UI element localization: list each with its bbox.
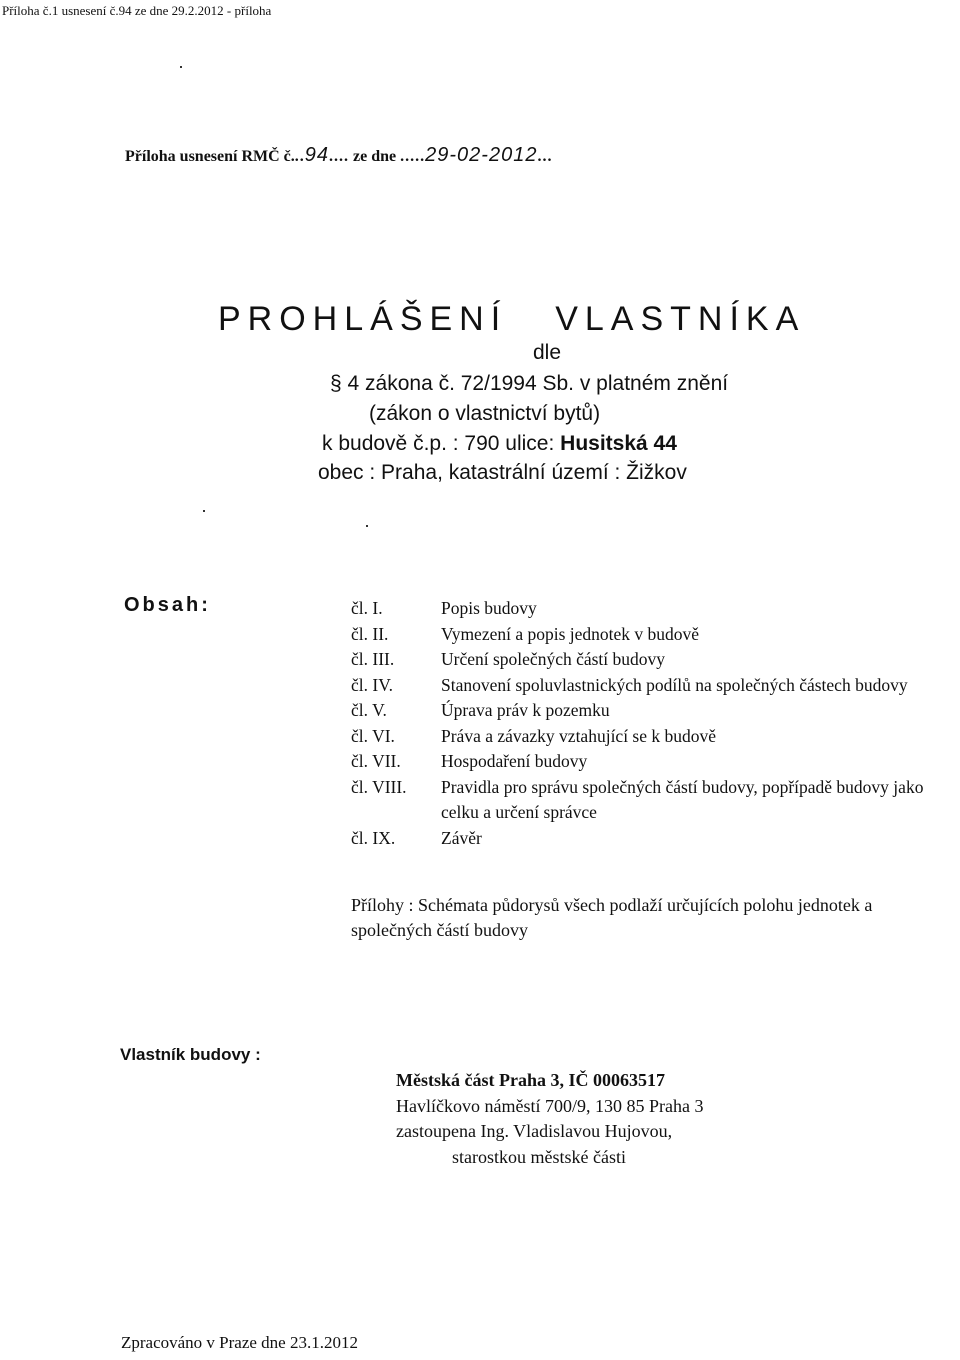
owner-label: Vlastník budovy : [120, 1045, 261, 1064]
subtitle-line-2: § 4 zákona č. 72/1994 Sb. v platném znění [330, 372, 729, 395]
annex-label: Příloha usnesení RMČ č. [125, 148, 295, 165]
article-title: Závěr [441, 827, 482, 848]
owner-name: Městská část Praha 3, IČ 00063517 [396, 1070, 665, 1090]
list-item [351, 749, 960, 775]
resolution-date: 29-02-2012 [425, 144, 538, 166]
scan-speck [180, 66, 182, 68]
title-word-2: VLASTNÍKA [555, 300, 806, 338]
annex-dots: .. [294, 148, 305, 165]
list-item [351, 647, 960, 673]
document-title [218, 300, 805, 339]
annex-dots: ..... [400, 148, 426, 165]
article-number: čl. V. [351, 700, 387, 720]
scan-speck [366, 525, 368, 527]
list-item [351, 673, 960, 699]
owner-representative: zastoupena Ing. Vladislavou Hujovou, [396, 1121, 673, 1141]
article-title: Úprava práv k pozemku [441, 700, 610, 720]
contents-list [351, 596, 960, 851]
building-number: k budově č.p. : 790 ulice: [322, 432, 555, 455]
owner-representative-role: starostkou městské části [452, 1146, 626, 1167]
header-note: Příloha č.1 usnesení č.94 ze dne 29.2.2012 - příloha [2, 3, 272, 18]
resolution-number: 94 [304, 144, 330, 166]
article-number: čl. IV. [351, 674, 393, 695]
article-number: čl. III. [351, 649, 395, 669]
owner-block [396, 1068, 703, 1170]
list-item [351, 775, 960, 826]
article-title: Hospodaření budovy [441, 751, 588, 771]
subtitle-line-1: dle [533, 341, 562, 364]
attachments-note: Přílohy : Schémata půdorysů všech podlaží určujících polohu jednotek a společných částí budovy [351, 895, 873, 940]
article-title: Stanovení spoluvlastnických podílů na společných částech budovy [441, 674, 908, 695]
prepared-date: Zpracováno v Praze dne 23.1.2012 [121, 1333, 358, 1352]
article-number: čl. VIII. [351, 776, 407, 797]
list-item [351, 596, 960, 622]
article-number: čl. I. [351, 598, 383, 618]
subtitle-line-4 [322, 432, 677, 456]
article-title: Popis budovy [441, 598, 537, 618]
title-word-1: PROHLÁŠENÍ [218, 300, 508, 338]
contents-heading: Obsah: [124, 594, 211, 616]
annex-dots: .... [329, 148, 350, 165]
scan-speck [203, 510, 205, 512]
street-name: Husitská 44 [560, 432, 677, 455]
subtitle-line-5: obec : Praha, katastrální území : Žižkov [318, 461, 687, 484]
article-number: čl. IX. [351, 827, 396, 848]
list-item [351, 698, 960, 724]
list-item [351, 724, 960, 750]
annex-reference [125, 144, 552, 167]
list-item [351, 826, 960, 852]
date-label: ze dne [353, 148, 397, 165]
article-title: Určení společných částí budovy [441, 649, 666, 669]
list-item [351, 622, 960, 648]
article-number: čl. VI. [351, 725, 395, 746]
subtitle-line-3: (zákon o vlastnictví bytů) [369, 402, 601, 425]
article-title: Práva a závazky vztahující se k budově [441, 725, 717, 746]
article-number: čl. VII. [351, 751, 401, 771]
owner-address: Havlíčkovo náměstí 700/9, 130 85 Praha 3 [396, 1095, 704, 1116]
article-title: Pravidla pro správu společných částí budovy, popřípadě budovy jako celku a určení správce [441, 776, 924, 822]
annex-dots: ... [537, 148, 553, 165]
article-title: Vymezení a popis jednotek v budově [441, 623, 700, 644]
article-number: čl. II. [351, 623, 389, 644]
